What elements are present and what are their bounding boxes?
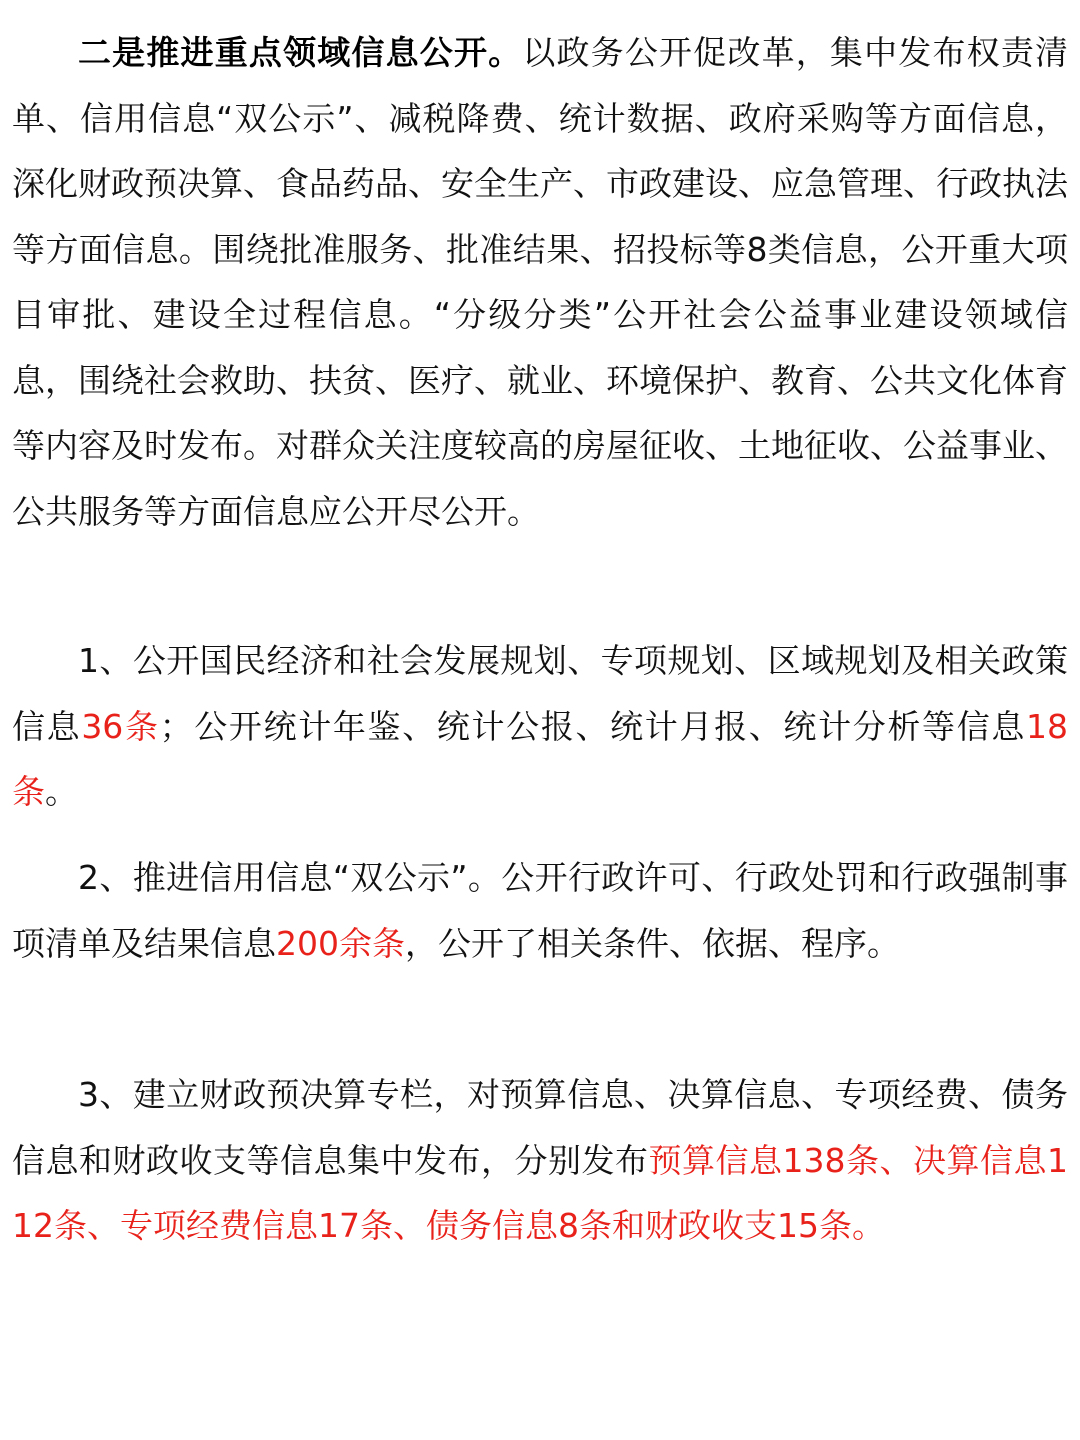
item2-text-b: ，公开了相关条件、依据、程序。	[405, 923, 900, 963]
paragraph-body: 以政务公开促改革，集中发布权责清单、信用信息“双公示”、减税降费、统计数据、政府采购等方面信息，深化财政预决算、食品药品、安全生产、市政建设、应急管理、行政执法等方面信息。围绕批准服务、批准结果、招投标等8类信息，公开重大项目审批、建设全过程信息。“分级分类”公开社会公益事业建设领域信息，围绕社会救助、扶贫、医疗、就业、环境保护、教育、公共文化体育等内容及时发布。对群众关注度较高的房屋征收、土地征收、公益事业、公共服务等方面信息应公开尽公开。	[12, 33, 1069, 531]
paragraph-key-areas-disclosure	[12, 20, 1068, 544]
item1-count-policy: 36条	[81, 706, 160, 746]
item1-text-a: 1、公开国民经济和社会发展规划、专项规划、区域规划及相关政策信息	[12, 641, 1068, 746]
item2-text-a: 2、推进信用信息“双公示”。公开行政许可、行政处罚和行政强制事项清单及结果信息	[12, 858, 1068, 963]
paragraph-item-2	[12, 845, 1068, 976]
item1-count-statistics: 18条	[12, 706, 1069, 811]
paragraph-item-3	[12, 1062, 1068, 1259]
item3-budget-counts: 预算信息138条、决算信息112条、专项经费信息17条、债务信息8条和财政收支15条	[12, 1140, 1069, 1245]
item1-text-c: 。	[45, 772, 78, 811]
item3-text-a: 3、建立财政预决算专栏，对预算信息、决算信息、专项经费、债务信息和财政收支等信息集中发布，分别发布	[12, 1075, 1068, 1180]
item3-text-b: 。	[851, 1206, 885, 1245]
item1-text-b: ；公开统计年鉴、统计公报、统计月报、统计分析等信息	[159, 706, 1027, 746]
paragraph-heading: 二是推进重点领域信息公开。	[78, 33, 523, 72]
item2-count-credit: 200余条	[276, 923, 405, 963]
paragraph-item-1	[12, 628, 1068, 825]
